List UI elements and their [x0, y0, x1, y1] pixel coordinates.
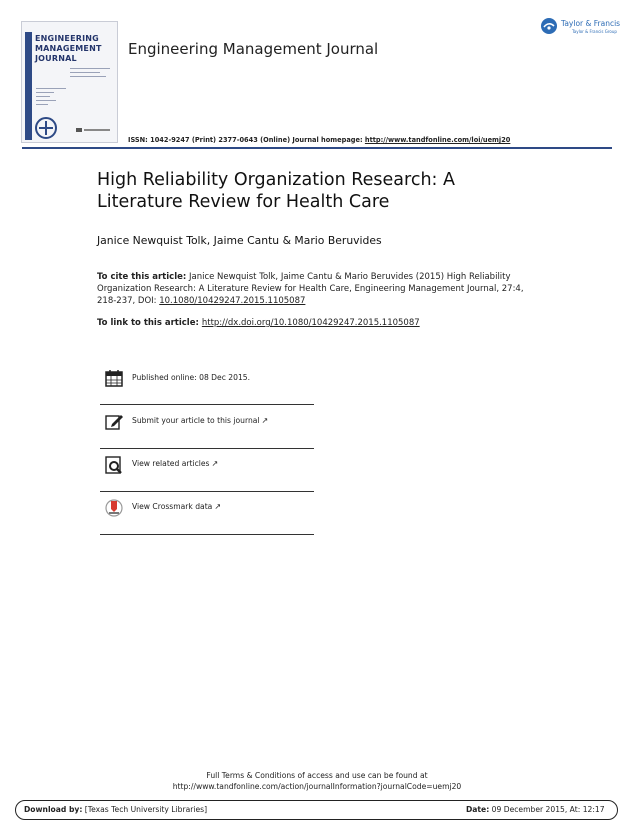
- submit-article-label: Submit your article to this journal: [132, 416, 260, 425]
- download-date-label: Date:: [466, 805, 490, 814]
- edit-note-icon: [104, 412, 124, 432]
- crossmark-icon: [104, 498, 124, 518]
- cite-label: To cite this article:: [97, 272, 187, 282]
- taylor-francis-logo[interactable]: [541, 18, 621, 38]
- header-divider: [22, 147, 612, 149]
- calendar-icon: [104, 368, 124, 388]
- terms-line: Full Terms & Conditions of access and use can be found at: [206, 771, 428, 780]
- related-articles-link[interactable]: [132, 459, 218, 468]
- cite-text: Janice Newquist Tolk, Jaime Cantu & Mario Beruvides (2015) High Reliability Organization Research: A Literature Review for Health Care, Engineering Management Journal, 27:4, 218-237, DOI:: [97, 272, 524, 306]
- article-title: High Reliability Organization Research: A Literature Review for Health Care: [97, 170, 455, 212]
- article-doi-url-link[interactable]: http://dx.doi.org/10.1080/10429247.2015.1105087: [201, 318, 420, 328]
- published-online-row: [100, 361, 314, 405]
- related-articles-label: View related articles: [132, 459, 210, 468]
- journal-homepage-link[interactable]: http://www.tandfonline.com/loi/uemj20: [364, 136, 511, 144]
- doi-link[interactable]: 10.1080/10429247.2015.1105087: [159, 296, 306, 306]
- download-date: [466, 805, 605, 814]
- journal-title: Engineering Management Journal: [128, 40, 379, 58]
- article-authors: Janice Newquist Tolk, Jaime Cantu & Mario Beruvides: [97, 234, 382, 247]
- cover-title-line: ENGINEERING: [35, 34, 99, 43]
- citation-block: [97, 271, 537, 307]
- publisher-name: Taylor & Francis: [561, 19, 621, 28]
- published-date-label: Published online: 08 Dec 2015.: [132, 373, 251, 382]
- cover-title-line: MANAGEMENT: [35, 44, 102, 53]
- external-link-icon: ↗: [211, 459, 219, 468]
- article-link-line: [97, 318, 420, 328]
- submit-article-row[interactable]: [100, 405, 314, 449]
- downloaded-by: [24, 805, 207, 814]
- journal-cover-image: [21, 21, 118, 143]
- external-link-icon: ↗: [214, 502, 222, 511]
- downloaded-by-label: Download by:: [24, 805, 83, 814]
- terms-url-link[interactable]: http://www.tandfonline.com/action/journalInformation?journalCode=uemj20: [172, 782, 462, 791]
- terms-block: [0, 770, 634, 792]
- publisher-subtitle: Taylor & Francis Group: [572, 29, 617, 34]
- downloaded-by-value: [Texas Tech University Libraries]: [82, 805, 208, 814]
- link-label: To link to this article:: [97, 318, 202, 328]
- crossmark-link[interactable]: [132, 502, 221, 511]
- external-link-icon: ↗: [261, 416, 269, 425]
- cover-emblem-icon: [35, 117, 63, 139]
- search-document-icon: [104, 455, 124, 475]
- publisher-mark-icon: [541, 18, 557, 34]
- issn-line: [128, 136, 510, 144]
- issn-text: ISSN: 1042-9247 (Print) 2377-0643 (Online) Journal homepage:: [128, 136, 365, 144]
- crossmark-row[interactable]: [100, 491, 314, 535]
- related-articles-row[interactable]: [100, 448, 314, 492]
- submit-article-link[interactable]: [132, 416, 268, 425]
- download-date-value: 09 December 2015, At: 12:17: [489, 805, 605, 814]
- cover-title-line: JOURNAL: [35, 54, 77, 63]
- cover-sponsor-logo: [76, 126, 112, 134]
- crossmark-label: View Crossmark data: [132, 502, 213, 511]
